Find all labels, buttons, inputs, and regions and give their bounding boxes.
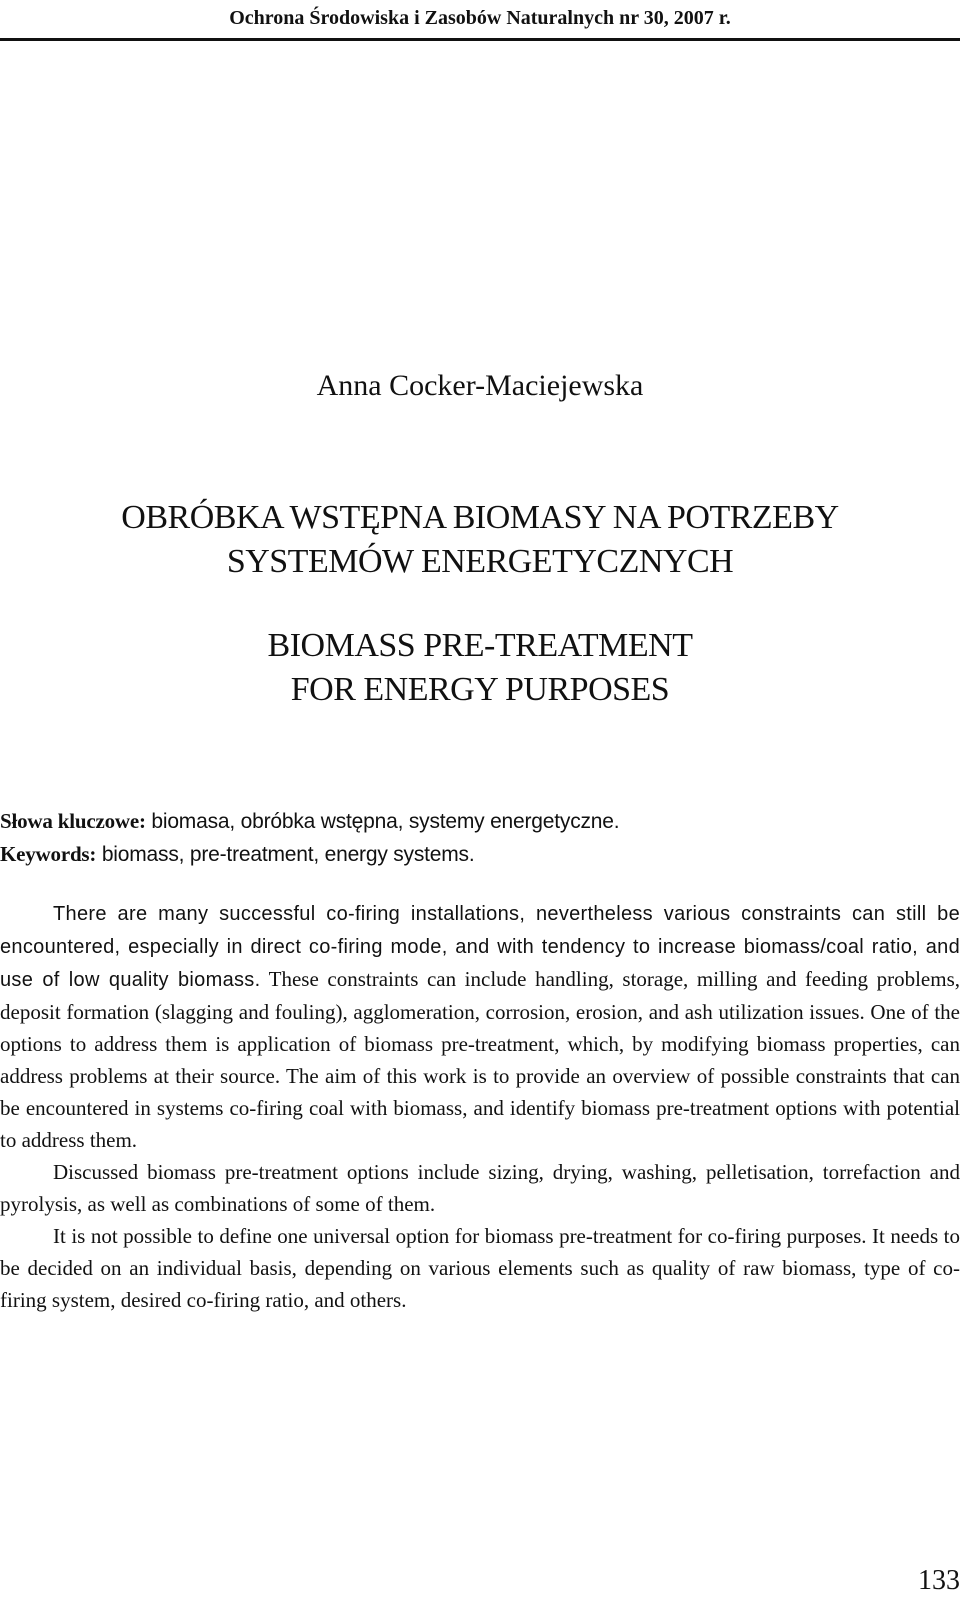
- keywords-english: [0, 838, 960, 871]
- page-number: 133: [918, 1565, 960, 1596]
- keywords-polish-label: Słowa kluczowe:: [0, 809, 146, 833]
- running-header: Ochrona Środowiska i Zasobów Naturalnych nr 30, 2007 r.: [229, 7, 731, 29]
- title-polish: [0, 496, 960, 584]
- keywords-english-text: biomass, pre-treatment, energy systems.: [96, 843, 475, 866]
- abstract-paragraph-1-part-2: These constraints can include handling, storage, milling and feeding problems, deposit formation (slagging and fouling), agglomeration, corrosion, erosion, and ash utilization issues. One of the options to address them is application of biomass pre-treatment, which, by modifying biomass properties, can address problems at their source. The aim of this work is to provide an overview of possible constraints that can be encountered in systems co-firing coal with biomass, and identify biomass pre-treatment options with potential to address them.: [0, 967, 960, 1152]
- title-polish-line-1: OBRÓBKA WSTĘPNA BIOMASY NA POTRZEBY: [121, 499, 839, 536]
- keywords-polish-text: biomasa, obróbka wstępna, systemy energetyczne.: [145, 810, 620, 833]
- title-english-line-2: FOR ENERGY PURPOSES: [290, 671, 670, 708]
- abstract-paragraph-1-part-1: There are many successful co-firing installations, nevertheless various constraints can still be encountered, especially in direct co-firing mode, and with tendency to increase biomass/coal ratio, and use of low quality biomass.: [0, 903, 960, 991]
- keywords-polish: [0, 805, 960, 838]
- keywords-english-label: Keywords:: [0, 842, 97, 866]
- abstract-paragraph-1: [0, 897, 960, 1156]
- title-polish-line-2: SYSTEMÓW ENERGETYCZNYCH: [226, 543, 734, 580]
- abstract-paragraph-3: It is not possible to define one universal option for biomass pre-treatment for co-firing purposes. It needs to be decided on an individual basis, depending on various elements such as quality of raw biomass, type of co-firing system, desired co-firing ratio, and others.: [0, 1224, 960, 1312]
- title-english-line-1: BIOMASS PRE-TREATMENT: [267, 627, 693, 664]
- author-name: Anna Cocker-Maciejewska: [316, 369, 644, 402]
- keywords-block: [0, 805, 960, 871]
- title-english: [0, 624, 960, 712]
- header-rule: [0, 38, 960, 41]
- abstract: [0, 897, 960, 1316]
- abstract-paragraph-2: Discussed biomass pre-treatment options include sizing, drying, washing, pelletisation, torrefaction and pyrolysis, as well as combinations of some of them.: [0, 1160, 960, 1216]
